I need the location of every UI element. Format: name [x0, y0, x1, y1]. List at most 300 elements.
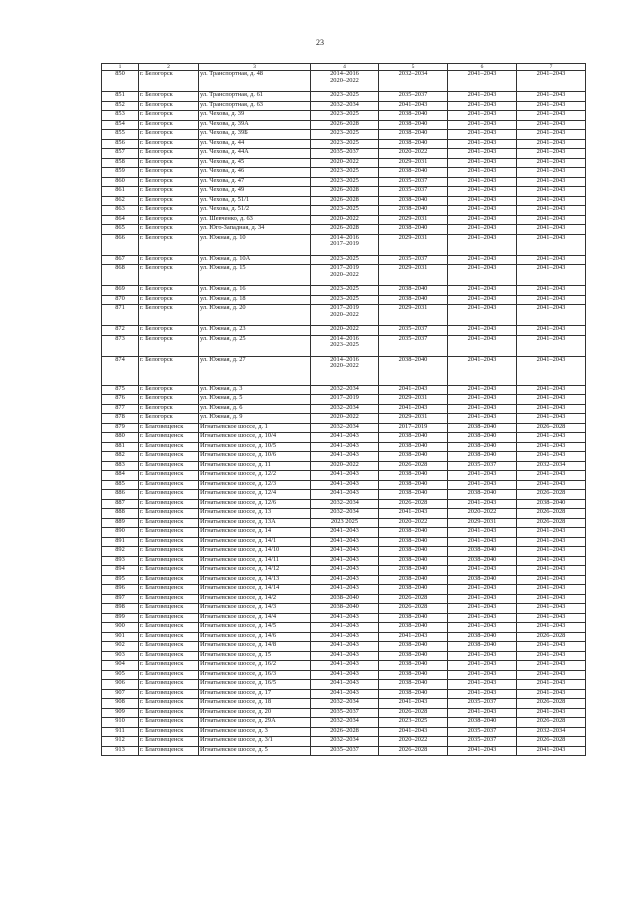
period-cell	[311, 623, 379, 633]
period-cell: 2041–2043	[448, 149, 517, 159]
table-row	[102, 286, 586, 296]
period-cell: 2035–2037	[379, 187, 448, 197]
address-cell: Игнатьевское шоссе, д. 14/13	[199, 575, 311, 585]
period-cell: 2038–2040	[379, 537, 448, 547]
city-cell: г. Благовещенск	[139, 461, 199, 471]
period-line: 2017–2019	[330, 394, 359, 401]
address-cell: Игнатьевское шоссе, д. 10/4	[199, 433, 311, 443]
city-cell: г. Благовещенск	[139, 556, 199, 566]
row-number-cell: 899	[102, 613, 139, 623]
table-row	[102, 623, 586, 633]
period-cell: 2026–2028	[517, 518, 586, 528]
period-cell: 2035–2037	[379, 177, 448, 187]
table-row	[102, 575, 586, 585]
period-cell: 2038–2040	[379, 480, 448, 490]
period-cell: 2041–2043	[379, 727, 448, 737]
period-line: 2020–2022	[330, 413, 359, 420]
period-cell: 2035–2037	[448, 461, 517, 471]
row-number-cell: 887	[102, 499, 139, 509]
table-row	[102, 528, 586, 538]
period-cell: 2020–2022	[448, 509, 517, 519]
period-cell: 2041–2043	[517, 286, 586, 296]
row-number-cell: 877	[102, 404, 139, 414]
period-cell: 2041–2043	[448, 499, 517, 509]
period-line: 2020–2022	[330, 270, 359, 278]
table-row	[102, 433, 586, 443]
period-cell: 2026–2028	[517, 737, 586, 747]
period-cell: 2041–2043	[448, 689, 517, 699]
period-cell	[311, 101, 379, 111]
city-cell: г. Благовещенск	[139, 689, 199, 699]
period-cell: 2038–2040	[379, 566, 448, 576]
period-line: 2041–2043	[330, 442, 359, 449]
address-cell: ул. Чехова, д. 45	[199, 158, 311, 168]
table-row	[102, 566, 586, 576]
period-cell: 2023–2025	[379, 718, 448, 728]
city-cell: г. Белогорск	[139, 149, 199, 159]
period-cell: 2041–2043	[448, 215, 517, 225]
row-number-cell: 861	[102, 187, 139, 197]
table-row	[102, 509, 586, 519]
period-cell: 2041–2043	[517, 149, 586, 159]
city-cell: г. Благовещенск	[139, 490, 199, 500]
period-cell	[311, 111, 379, 121]
period-cell	[311, 594, 379, 604]
row-number-cell: 888	[102, 509, 139, 519]
period-cell: 2038–2040	[379, 585, 448, 595]
period-cell	[311, 632, 379, 642]
period-cell	[311, 746, 379, 756]
period-cell: 2038–2040	[379, 661, 448, 671]
period-line: 2032–2034	[330, 508, 359, 515]
table-row	[102, 120, 586, 130]
city-cell: г. Белогорск	[139, 225, 199, 235]
period-cell: 2041–2043	[517, 111, 586, 121]
city-cell: г. Благовещенск	[139, 471, 199, 481]
period-cell: 2020–2022	[379, 149, 448, 159]
period-cell: 2026–2028	[379, 708, 448, 718]
city-cell: г. Благовещенск	[139, 528, 199, 538]
period-line: 2020–2022	[330, 362, 359, 370]
period-cell	[311, 295, 379, 305]
city-cell: г. Благовещенск	[139, 708, 199, 718]
table-row	[102, 651, 586, 661]
period-cell: 2041–2043	[517, 158, 586, 168]
period-cell: 2041–2043	[517, 177, 586, 187]
period-cell: 2026–2028	[517, 632, 586, 642]
table-row	[102, 414, 586, 424]
period-cell	[311, 528, 379, 538]
period-line: 2017–2019	[330, 264, 359, 271]
period-line: 2032–2034	[330, 101, 359, 108]
period-cell: 2041–2043	[448, 471, 517, 481]
row-number-cell: 889	[102, 518, 139, 528]
period-cell: 2041–2043	[517, 471, 586, 481]
city-cell: г. Благовещенск	[139, 737, 199, 747]
period-line: 2041–2043	[330, 660, 359, 667]
period-cell	[311, 71, 379, 92]
city-cell: г. Благовещенск	[139, 423, 199, 433]
period-cell: 2029–2031	[379, 305, 448, 326]
period-cell: 2035–2037	[379, 92, 448, 102]
city-cell: г. Благовещенск	[139, 613, 199, 623]
period-cell: 2026–2028	[379, 604, 448, 614]
period-cell: 2041–2043	[448, 130, 517, 140]
period-cell: 2041–2043	[448, 295, 517, 305]
period-line: 2041–2043	[330, 432, 359, 439]
period-cell	[311, 356, 379, 385]
period-cell: 2029–2031	[379, 395, 448, 405]
table-row	[102, 101, 586, 111]
period-cell: 2041–2043	[448, 335, 517, 356]
address-cell: ул. Южная, д. 3	[199, 385, 311, 395]
period-cell: 2041–2043	[517, 139, 586, 149]
table-row	[102, 356, 586, 385]
period-cell: 2029–2031	[379, 234, 448, 255]
address-cell: ул. Южная, д. 15	[199, 265, 311, 286]
period-cell: 2038–2040	[379, 556, 448, 566]
address-cell: Игнатьевское шоссе, д. 18	[199, 699, 311, 709]
row-number-cell: 894	[102, 566, 139, 576]
city-cell: г. Благовещенск	[139, 670, 199, 680]
table-row	[102, 670, 586, 680]
period-cell	[311, 234, 379, 255]
row-number-cell: 911	[102, 727, 139, 737]
period-line: 2038–2040	[330, 594, 359, 601]
table-row	[102, 585, 586, 595]
period-cell: 2041–2043	[448, 528, 517, 538]
row-number-cell: 901	[102, 632, 139, 642]
address-cell: ул. Южная, д. 27	[199, 356, 311, 385]
table-row	[102, 139, 586, 149]
period-cell: 2038–2040	[379, 168, 448, 178]
city-cell: г. Благовещенск	[139, 480, 199, 490]
period-cell: 2041–2043	[517, 255, 586, 265]
period-cell: 2035–2037	[379, 255, 448, 265]
table-row	[102, 461, 586, 471]
period-cell: 2038–2040	[379, 196, 448, 206]
city-cell: г. Белогорск	[139, 120, 199, 130]
period-line: 2023–2025	[330, 177, 359, 184]
row-number-cell: 867	[102, 255, 139, 265]
period-cell: 2041–2043	[448, 196, 517, 206]
address-cell: ул. Чехова, д. 39Б	[199, 130, 311, 140]
period-cell: 2038–2040	[448, 575, 517, 585]
period-cell	[311, 139, 379, 149]
period-cell: 2017–2019	[379, 423, 448, 433]
row-number-cell: 868	[102, 265, 139, 286]
period-cell: 2041–2043	[379, 699, 448, 709]
period-cell: 2041–2043	[517, 566, 586, 576]
period-cell: 2029–2031	[379, 158, 448, 168]
period-cell: 2038–2040	[379, 452, 448, 462]
period-cell	[311, 423, 379, 433]
city-cell: г. Благовещенск	[139, 442, 199, 452]
period-cell	[311, 566, 379, 576]
period-cell: 2026–2028	[517, 509, 586, 519]
period-cell: 2041–2043	[379, 101, 448, 111]
period-cell: 2038–2040	[379, 670, 448, 680]
table-row	[102, 642, 586, 652]
row-number-cell: 907	[102, 689, 139, 699]
period-cell: 2041–2043	[448, 480, 517, 490]
period-cell	[311, 537, 379, 547]
table-row	[102, 499, 586, 509]
period-cell: 2038–2040	[379, 547, 448, 557]
period-cell: 2032–2034	[517, 727, 586, 737]
period-cell	[311, 670, 379, 680]
city-cell: г. Белогорск	[139, 71, 199, 92]
period-cell: 2041–2043	[448, 566, 517, 576]
period-line: 2023–2025	[330, 341, 359, 349]
period-cell: 2035–2037	[448, 699, 517, 709]
row-number-cell: 851	[102, 92, 139, 102]
address-cell: ул. Чехова, д. 51/1	[199, 196, 311, 206]
address-cell: Игнатьевское шоссе, д. 12/3	[199, 480, 311, 490]
period-cell: 2041–2043	[517, 404, 586, 414]
period-cell: 2038–2040	[379, 139, 448, 149]
city-cell: г. Белогорск	[139, 111, 199, 121]
period-cell	[311, 613, 379, 623]
period-cell	[311, 404, 379, 414]
city-cell: г. Благовещенск	[139, 623, 199, 633]
row-number-cell: 890	[102, 528, 139, 538]
period-line: 2026–2028	[330, 196, 359, 203]
address-cell: Игнатьевское шоссе, д. 16/2	[199, 661, 311, 671]
period-cell: 2038–2040	[448, 452, 517, 462]
address-cell: ул. Чехова, д. 49	[199, 187, 311, 197]
period-cell: 2041–2043	[517, 746, 586, 756]
period-cell: 2041–2043	[448, 305, 517, 326]
period-cell: 2038–2040	[379, 680, 448, 690]
period-cell: 2038–2040	[448, 556, 517, 566]
period-cell	[311, 149, 379, 159]
period-cell: 2029–2031	[379, 215, 448, 225]
address-cell: ул. Транспортная, д. 61	[199, 92, 311, 102]
period-cell: 2038–2040	[379, 206, 448, 216]
row-number-cell: 873	[102, 335, 139, 356]
period-cell: 2026–2028	[379, 594, 448, 604]
period-cell: 2041–2043	[517, 547, 586, 557]
period-cell: 2041–2043	[517, 196, 586, 206]
city-cell: г. Белогорск	[139, 206, 199, 216]
table-row	[102, 518, 586, 528]
period-cell	[311, 680, 379, 690]
city-cell: г. Благовещенск	[139, 651, 199, 661]
period-cell: 2041–2043	[517, 356, 586, 385]
period-cell	[311, 215, 379, 225]
period-cell: 2035–2037	[448, 737, 517, 747]
period-cell: 2041–2043	[448, 158, 517, 168]
period-line: 2023–2025	[330, 167, 359, 174]
row-number-cell: 910	[102, 718, 139, 728]
city-cell: г. Белогорск	[139, 356, 199, 385]
period-cell	[311, 575, 379, 585]
table-row	[102, 234, 586, 255]
city-cell: г. Белогорск	[139, 158, 199, 168]
period-cell: 2041–2043	[517, 92, 586, 102]
period-cell: 2041–2043	[517, 187, 586, 197]
address-cell: Игнатьевское шоссе, д. 14/14	[199, 585, 311, 595]
period-cell	[311, 225, 379, 235]
period-cell: 2038–2040	[448, 490, 517, 500]
period-cell	[311, 585, 379, 595]
period-cell: 2041–2043	[517, 215, 586, 225]
city-cell: г. Белогорск	[139, 196, 199, 206]
address-cell: ул. Чехова, д. 46	[199, 168, 311, 178]
column-number-row	[102, 64, 586, 71]
row-number-cell: 859	[102, 168, 139, 178]
row-number-cell: 878	[102, 414, 139, 424]
period-cell: 2020–2022	[379, 518, 448, 528]
row-number-cell: 872	[102, 326, 139, 336]
period-cell	[311, 196, 379, 206]
city-cell: г. Благовещенск	[139, 727, 199, 737]
address-cell: Игнатьевское шоссе, д. 14/1	[199, 537, 311, 547]
period-line: 2041–2043	[330, 527, 359, 534]
period-cell: 2041–2043	[517, 452, 586, 462]
table-row	[102, 395, 586, 405]
period-cell: 2041–2043	[448, 111, 517, 121]
column-number: 5	[379, 64, 448, 71]
period-line: 2041–2043	[330, 451, 359, 458]
period-cell	[311, 547, 379, 557]
table-row	[102, 718, 586, 728]
period-line: 2041–2043	[330, 489, 359, 496]
city-cell: г. Белогорск	[139, 139, 199, 149]
period-cell	[311, 177, 379, 187]
period-cell: 2041–2043	[448, 255, 517, 265]
period-cell: 2041–2043	[517, 225, 586, 235]
period-cell: 2041–2043	[517, 575, 586, 585]
city-cell: г. Белогорск	[139, 234, 199, 255]
period-cell: 2041–2043	[517, 265, 586, 286]
period-cell: 2038–2040	[448, 547, 517, 557]
period-cell: 2041–2043	[448, 206, 517, 216]
period-cell: 2041–2043	[517, 661, 586, 671]
address-cell: Игнатьевское шоссе, д. 3/1	[199, 737, 311, 747]
row-number-cell: 879	[102, 423, 139, 433]
row-number-cell: 864	[102, 215, 139, 225]
city-cell: г. Благовещенск	[139, 661, 199, 671]
row-number-cell: 903	[102, 651, 139, 661]
period-cell: 2041–2043	[448, 286, 517, 296]
address-cell: ул. Юго-Западная, д. 34	[199, 225, 311, 235]
period-line: 2041–2043	[330, 480, 359, 487]
row-number-cell: 893	[102, 556, 139, 566]
period-cell: 2029–2031	[379, 414, 448, 424]
period-cell: 2041–2043	[448, 594, 517, 604]
period-cell: 2035–2037	[379, 326, 448, 336]
period-cell: 2038–2040	[379, 286, 448, 296]
period-cell: 2041–2043	[517, 680, 586, 690]
period-cell	[311, 480, 379, 490]
city-cell: г. Благовещенск	[139, 699, 199, 709]
period-cell: 2041–2043	[517, 395, 586, 405]
period-cell	[311, 718, 379, 728]
row-number-cell: 857	[102, 149, 139, 159]
address-cell: Игнатьевское шоссе, д. 14/8	[199, 642, 311, 652]
address-cell: Игнатьевское шоссе, д. 14	[199, 528, 311, 538]
period-cell	[311, 604, 379, 614]
city-cell: г. Благовещенск	[139, 604, 199, 614]
row-number-cell: 866	[102, 234, 139, 255]
address-cell: ул. Чехова, д. 51/2	[199, 206, 311, 216]
address-cell: ул. Южная, д. 25	[199, 335, 311, 356]
row-number-cell: 863	[102, 206, 139, 216]
period-cell: 2026–2028	[517, 423, 586, 433]
period-line: 2023–2025	[330, 91, 359, 98]
period-cell: 2041–2043	[448, 225, 517, 235]
address-cell: Игнатьевское шоссе, д. 15	[199, 651, 311, 661]
period-cell	[311, 689, 379, 699]
city-cell: г. Благовещенск	[139, 746, 199, 756]
period-cell: 2041–2043	[517, 556, 586, 566]
period-cell: 2041–2043	[517, 480, 586, 490]
period-cell: 2038–2040	[379, 225, 448, 235]
address-cell: ул. Южная, д. 6	[199, 404, 311, 414]
period-cell: 2038–2040	[448, 642, 517, 652]
row-number-cell: 909	[102, 708, 139, 718]
period-line: 2041–2043	[330, 641, 359, 648]
row-number-cell: 852	[102, 101, 139, 111]
city-cell: г. Белогорск	[139, 255, 199, 265]
period-cell	[311, 414, 379, 424]
period-cell: 2041–2043	[517, 670, 586, 680]
period-cell: 2041–2043	[448, 168, 517, 178]
period-line: 2041–2043	[330, 651, 359, 658]
period-line: 2032–2034	[330, 423, 359, 430]
table-row	[102, 385, 586, 395]
address-cell: ул. Южная, д. 5	[199, 395, 311, 405]
table-row	[102, 149, 586, 159]
table-row	[102, 632, 586, 642]
city-cell: г. Белогорск	[139, 404, 199, 414]
period-cell: 2038–2040	[379, 130, 448, 140]
period-cell	[311, 120, 379, 130]
period-cell: 2041–2043	[448, 234, 517, 255]
row-number-cell: 908	[102, 699, 139, 709]
period-cell: 2041–2043	[517, 295, 586, 305]
table-row	[102, 130, 586, 140]
period-cell: 2041–2043	[517, 613, 586, 623]
schedule-table	[101, 63, 586, 756]
period-cell: 2038–2040	[379, 356, 448, 385]
period-cell: 2041–2043	[517, 71, 586, 92]
period-cell	[311, 92, 379, 102]
period-line: 2041–2043	[330, 670, 359, 677]
column-number: 4	[311, 64, 379, 71]
row-number-cell: 869	[102, 286, 139, 296]
table-row	[102, 255, 586, 265]
column-number: 6	[448, 64, 517, 71]
period-cell	[311, 490, 379, 500]
period-line: 2023–2025	[330, 255, 359, 262]
period-cell: 2041–2043	[517, 206, 586, 216]
period-cell	[311, 130, 379, 140]
city-cell: г. Благовещенск	[139, 585, 199, 595]
period-line: 2023–2025	[330, 295, 359, 302]
period-line: 2020–2022	[330, 325, 359, 332]
period-line: 2020–2022	[330, 158, 359, 165]
city-cell: г. Белогорск	[139, 187, 199, 197]
address-cell: Игнатьевское шоссе, д. 14/12	[199, 566, 311, 576]
address-cell: Игнатьевское шоссе, д. 20	[199, 708, 311, 718]
row-number-cell: 858	[102, 158, 139, 168]
period-line: 2023–2025	[330, 110, 359, 117]
period-cell	[311, 699, 379, 709]
period-cell: 2041–2043	[517, 689, 586, 699]
